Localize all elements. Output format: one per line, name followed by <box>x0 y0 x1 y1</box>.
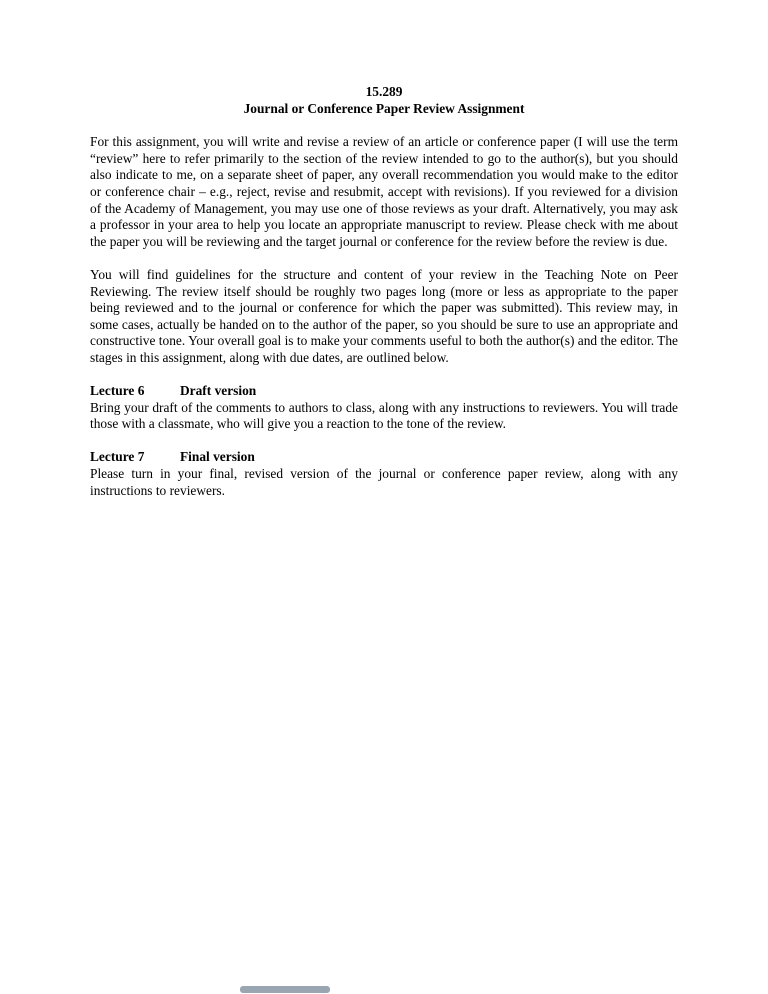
paragraph-guidelines: You will find guidelines for the structure and content of your review in the Teaching Note on Peer Reviewing. The review itself should be roughly two pages long (more or less as appropriate to the paper being reviewed and to the journal or conference for which the paper was submitted). This review may, in some cases, actually be handed on to the author of the paper, so you should be sure to use an appropriate and constructive tone. Your overall goal is to make your comments useful to both the author(s) and the editor. The stages in this assignment, along with due dates, are outlined below. <box>90 266 678 365</box>
course-number: 15.289 <box>365 84 403 99</box>
document-title: Journal or Conference Paper Review Assignment <box>243 100 525 116</box>
horizontal-scrollbar-thumb[interactable] <box>240 986 330 993</box>
section-heading-lecture-7 <box>90 449 678 466</box>
draft-version-label: Draft version <box>180 383 257 399</box>
paragraph-final-version: Please turn in your final, revised version of the journal or conference paper review, along with any instructions to reviewers. <box>90 466 678 498</box>
lecture-6-label: Lecture 6 <box>90 383 145 399</box>
paragraph-draft-version: Bring your draft of the comments to authors to class, along with any instructions to reviewers. You will trade those with a classmate, who will give you a reaction to the tone of the review. <box>90 399 678 432</box>
document-title-block <box>90 84 678 117</box>
section-heading-lecture-6 <box>90 383 678 400</box>
lecture-7-label: Lecture 7 <box>90 449 145 465</box>
document-content <box>90 84 678 516</box>
final-version-label: Final version <box>180 449 255 465</box>
paragraph-assignment-intro: For this assignment, you will write and revise a review of an article or conference paper (I will use the term “review” here to refer primarily to the section of the review intended to go to the author(s), but you should also indicate to me, on a separate sheet of paper, any overall recommendation you would make to the editor or conference chair – e.g., reject, revise and resubmit, accept with revisions). If you reviewed for a division of the Academy of Management, you may use one of those reviews as your draft. Alternatively, you may ask a professor in your area to help you locate an appropriate manuscript to review. Please check with me about the paper you will be reviewing and the target journal or conference for the review before the review is due. <box>90 134 678 249</box>
